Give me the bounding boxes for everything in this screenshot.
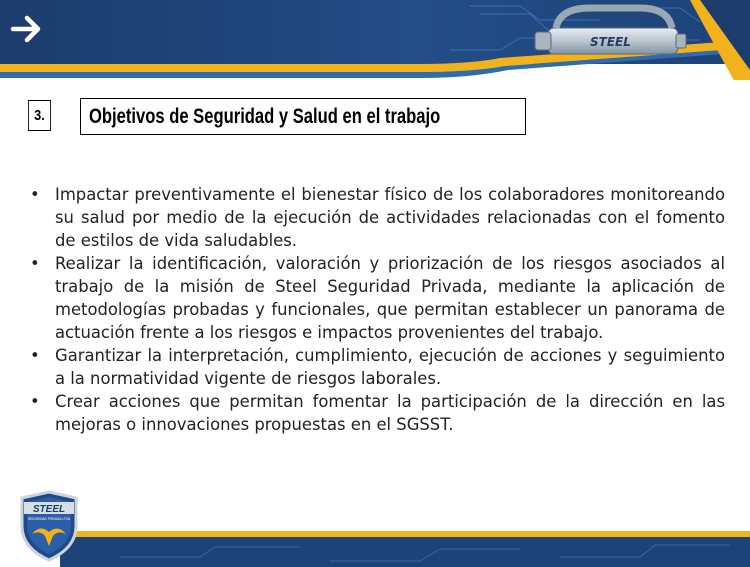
section-title-box [80,98,526,135]
arrow-right-icon [10,12,44,46]
list-item-text: Crear acciones que permitan fomentar la participación de la dirección en las mejoras o innovaciones propuestas en el SGSST. [55,392,725,434]
list-item [30,390,725,436]
list-item-text: Realizar la identificación, valoración y priorización de los riesgos asociados al trabajo de la misión de Steel Seguridad Privada, mediante la aplicación de metodologías probadas y funcionales, que permitan establecer un panorama de actuación frente a los riesgos e impactos provenientes del trabajo. [55,254,725,342]
svg-text:SEGURIDAD PRIVADA LTDA: SEGURIDAD PRIVADA LTDA [27,517,71,521]
header-banner [0,0,750,80]
svg-text:STEEL: STEEL [590,35,631,49]
bullet-icon: • [30,185,40,204]
list-item [30,183,725,252]
company-logo [18,490,80,562]
footer-banner [0,527,750,567]
objectives-list [30,183,725,436]
bullet-icon: • [30,392,40,411]
list-item-text: Garantizar la interpretación, cumplimiento, ejecución de acciones y seguimiento a la normatividad vigente de riesgos laborales. [55,346,725,388]
list-item [30,344,725,390]
svg-text:STEEL: STEEL [32,504,66,515]
bullet-icon: • [30,346,40,365]
list-item-text: Impactar preventivamente el bienestar físico de los colaboradores monitoreando su salud por medio de la ejecución de actividades relacionadas con el fomento de estilos de vida saludables. [55,185,725,250]
bullet-icon: • [30,254,40,273]
section-number: 3. [28,100,51,131]
list-item [30,252,725,344]
section-title: Objetivos de Seguridad y Salud en el trabajo [89,105,441,128]
